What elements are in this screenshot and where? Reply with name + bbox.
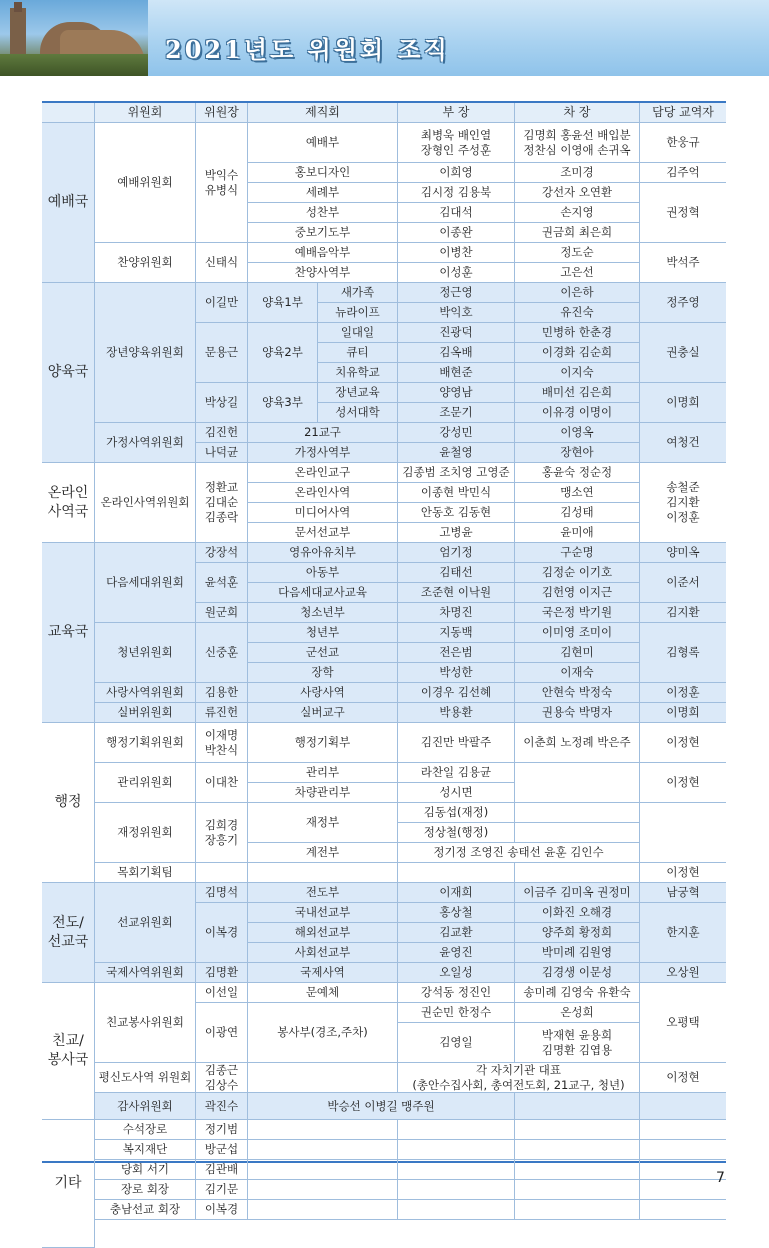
- table-cell: 일대일: [318, 323, 398, 343]
- table-cell: 이명희: [640, 703, 726, 723]
- department-cell: 예배국: [42, 123, 95, 283]
- department-cell: 행정: [42, 723, 95, 883]
- table-cell: 이정현: [640, 763, 726, 803]
- table-cell: 손지영: [515, 203, 640, 223]
- table-cell: 이미영 조미이: [515, 623, 640, 643]
- table-cell: 복지재단: [95, 1140, 196, 1160]
- table-cell: 강선자 오연환: [515, 183, 640, 203]
- table-cell: 이명희: [640, 383, 726, 423]
- table-cell: 나덕균: [196, 443, 248, 463]
- empty-cell: [640, 1180, 726, 1200]
- table-cell: 진광덕: [398, 323, 515, 343]
- page-number: 7: [716, 1170, 725, 1186]
- table-cell: 홍윤숙 정순정: [515, 463, 640, 483]
- table-cell: 장현아: [515, 443, 640, 463]
- table-cell: 라찬일 김용균: [398, 763, 515, 783]
- table-cell: 이희영: [398, 163, 515, 183]
- table-cell: 성찬부: [248, 203, 398, 223]
- table-cell: 권충실: [640, 323, 726, 383]
- table-cell: 김대석: [398, 203, 515, 223]
- table-cell: 온라인교구: [248, 463, 398, 483]
- empty-cell: [515, 763, 640, 803]
- table-cell: 이재명 박찬식: [196, 723, 248, 763]
- department-cell: 양육국: [42, 283, 95, 463]
- empty-cell: [515, 803, 640, 823]
- column-header: 위원장: [196, 103, 248, 123]
- table-cell: 양육1부: [248, 283, 318, 323]
- table-cell: 행정기획부: [248, 723, 398, 763]
- table-cell: 온라인사역위원회: [95, 463, 196, 543]
- table-cell: 장로 회장: [95, 1180, 196, 1200]
- table-cell: 박익수 유병식: [196, 123, 248, 243]
- table-cell: 김영일: [398, 1023, 515, 1063]
- table-cell: 김동섭(재정): [398, 803, 515, 823]
- table-cell: 남궁혁: [640, 883, 726, 903]
- table-cell: 이광연: [196, 1003, 248, 1063]
- empty-cell: [640, 803, 726, 863]
- table-cell: 군선교: [248, 643, 398, 663]
- table-cell: 온라인사역: [248, 483, 398, 503]
- empty-cell: [515, 1180, 640, 1200]
- table-cell: 사랑사역: [248, 683, 398, 703]
- table-cell: 최병욱 배인열 장형인 주성훈: [398, 123, 515, 163]
- table-cell: 강장석: [196, 543, 248, 563]
- empty-cell: [248, 1063, 398, 1093]
- table-cell: 성서대학: [318, 403, 398, 423]
- table-cell: 이성훈: [398, 263, 515, 283]
- table-cell: 청년위원회: [95, 623, 196, 683]
- table-cell: 김희경 장흥기: [196, 803, 248, 863]
- table-cell: 예배위원회: [95, 123, 196, 243]
- table-cell: 정도순: [515, 243, 640, 263]
- table-cell: 당회 서기: [95, 1160, 196, 1180]
- table-cell: 권정혁: [640, 183, 726, 243]
- table-cell: 박재현 윤용희 김명환 김엽용: [515, 1023, 640, 1063]
- table-cell: 예배음악부: [248, 243, 398, 263]
- table-cell: 21교구: [248, 423, 398, 443]
- table-cell: 박용환: [398, 703, 515, 723]
- table-cell: 김형록: [640, 623, 726, 683]
- table-cell: 양육2부: [248, 323, 318, 383]
- empty-cell: [248, 1200, 398, 1220]
- table-cell: 국제사역위원회: [95, 963, 196, 983]
- header-banner: [0, 0, 769, 76]
- table-cell: 양영남: [398, 383, 515, 403]
- table-cell: 권순민 한정수: [398, 1003, 515, 1023]
- table-cell: 강성민: [398, 423, 515, 443]
- table-cell: 박미례 김원영: [515, 943, 640, 963]
- empty-cell: [640, 1093, 726, 1120]
- table-cell: 충남선교 회장: [95, 1200, 196, 1220]
- table-cell: 신태식: [196, 243, 248, 283]
- column-header: 차 장: [515, 103, 640, 123]
- table-cell: 이정현: [640, 723, 726, 763]
- table-cell: 정환교 김대순 김종락: [196, 463, 248, 543]
- table-cell: 각 자치기관 대표 (총안수집사회, 총여전도회, 21교구, 청년): [398, 1063, 640, 1093]
- table-cell: 이종완: [398, 223, 515, 243]
- table-cell: 김진헌: [196, 423, 248, 443]
- committee-table: [42, 101, 726, 1216]
- table-cell: 이화진 오해경: [515, 903, 640, 923]
- table-cell: 실버교구: [248, 703, 398, 723]
- table-cell: 김주억: [640, 163, 726, 183]
- table-cell: 봉사부(경조,주차): [248, 1003, 398, 1063]
- church-building-photo: [0, 0, 148, 76]
- table-cell: 이경우 김선혜: [398, 683, 515, 703]
- table-cell: 이경화 김순희: [515, 343, 640, 363]
- empty-cell: [515, 1140, 640, 1160]
- table-cell: 정주영: [640, 283, 726, 323]
- column-header: 부 장: [398, 103, 515, 123]
- table-cell: 이길만: [196, 283, 248, 323]
- table-cell: 이선일: [196, 983, 248, 1003]
- empty-cell: [640, 1140, 726, 1160]
- table-cell: 장년양육위원회: [95, 283, 196, 423]
- table-cell: 이정현: [640, 1063, 726, 1093]
- department-cell: 기타: [42, 1120, 95, 1248]
- empty-cell: [640, 1200, 726, 1220]
- table-cell: 구순명: [515, 543, 640, 563]
- table-cell: 김성태: [515, 503, 640, 523]
- empty-cell: [515, 1093, 640, 1120]
- table-cell: 이정현: [640, 863, 726, 883]
- table-cell: 국은정 박기원: [515, 603, 640, 623]
- empty-cell: [248, 1120, 398, 1140]
- table-cell: 김종근 김상수: [196, 1063, 248, 1093]
- table-cell: 조문기: [398, 403, 515, 423]
- table-cell: 문서선교부: [248, 523, 398, 543]
- department-cell: 전도/ 선교국: [42, 883, 95, 983]
- table-cell: 예배부: [248, 123, 398, 163]
- table-cell: 청년부: [248, 623, 398, 643]
- empty-cell: [515, 1200, 640, 1220]
- empty-cell: [248, 1180, 398, 1200]
- table-cell: 안동호 김동현: [398, 503, 515, 523]
- department-cell: 온라인 사역국: [42, 463, 95, 543]
- table-cell: 김용한: [196, 683, 248, 703]
- table-cell: 맹소연: [515, 483, 640, 503]
- empty-cell: [515, 823, 640, 843]
- table-cell: 이지숙: [515, 363, 640, 383]
- table-cell: 윤미애: [515, 523, 640, 543]
- table-cell: 김관배: [196, 1160, 248, 1180]
- table-cell: 조미경: [515, 163, 640, 183]
- table-cell: 이대찬: [196, 763, 248, 803]
- table-cell: 윤석훈: [196, 563, 248, 603]
- table-cell: 김태선: [398, 563, 515, 583]
- table-cell: 이준서: [640, 563, 726, 603]
- table-cell: 이은하: [515, 283, 640, 303]
- table-cell: 성시면: [398, 783, 515, 803]
- table-cell: 국내선교부: [248, 903, 398, 923]
- table-cell: 김명석: [196, 883, 248, 903]
- table-cell: 관리부: [248, 763, 398, 783]
- table-cell: 이춘희 노정례 박은주: [515, 723, 640, 763]
- table-cell: 송미례 김영숙 유환숙: [515, 983, 640, 1003]
- table-cell: 평신도사역 위원회: [95, 1063, 196, 1093]
- table-cell: 차명진: [398, 603, 515, 623]
- table-cell: 다음세대위원회: [95, 543, 196, 623]
- table-cell: 계전부: [248, 843, 398, 863]
- table-cell: 정기정 조영진 송태선 윤훈 김인수: [398, 843, 640, 863]
- column-header: 위원회: [95, 103, 196, 123]
- table-cell: 윤철영: [398, 443, 515, 463]
- empty-cell: [248, 1140, 398, 1160]
- table-cell: 큐티: [318, 343, 398, 363]
- table-cell: 안현숙 박정숙: [515, 683, 640, 703]
- table-cell: 김명환: [196, 963, 248, 983]
- table-cell: 고병윤: [398, 523, 515, 543]
- table-cell: 친교봉사위원회: [95, 983, 196, 1063]
- empty-cell: [398, 1200, 515, 1220]
- table-cell: 정근영: [398, 283, 515, 303]
- empty-cell: [248, 1160, 398, 1180]
- table-cell: 박상길: [196, 383, 248, 423]
- table-cell: 한지훈: [640, 903, 726, 963]
- table-cell: 송철준 김지환 이정훈: [640, 463, 726, 543]
- empty-cell: [515, 863, 640, 883]
- table-cell: 권금희 최은희: [515, 223, 640, 243]
- table-cell: 윤영진: [398, 943, 515, 963]
- page-title: 2021년도 위원회 조직: [165, 35, 450, 64]
- table-cell: 김교환: [398, 923, 515, 943]
- empty-cell: [398, 1180, 515, 1200]
- table-cell: 조준현 이낙원: [398, 583, 515, 603]
- table-cell: 청소년부: [248, 603, 398, 623]
- table-cell: 김헌영 이지근: [515, 583, 640, 603]
- table-cell: 새가족: [318, 283, 398, 303]
- table-cell: 원군희: [196, 603, 248, 623]
- table-cell: 감사위원회: [95, 1093, 196, 1120]
- table-cell: 재정위원회: [95, 803, 196, 863]
- table-cell: 홍상철: [398, 903, 515, 923]
- table-cell: 전도부: [248, 883, 398, 903]
- table-cell: 박석주: [640, 243, 726, 283]
- table-cell: 목회기획팀: [95, 863, 196, 883]
- column-header: 제직회: [248, 103, 398, 123]
- empty-cell: [398, 1160, 515, 1180]
- table-cell: 찬양위원회: [95, 243, 196, 283]
- table-cell: 김옥배: [398, 343, 515, 363]
- table-cell: 이복경: [196, 1200, 248, 1220]
- table-cell: 해외선교부: [248, 923, 398, 943]
- table-cell: 수석장로: [95, 1120, 196, 1140]
- table-cell: 가정사역부: [248, 443, 398, 463]
- empty-cell: [515, 1120, 640, 1140]
- table-cell: 전은범: [398, 643, 515, 663]
- table-cell: 정기범: [196, 1120, 248, 1140]
- table-cell: 민병하 한춘경: [515, 323, 640, 343]
- empty-cell: [398, 1140, 515, 1160]
- table-cell: 이복경: [196, 903, 248, 963]
- table-cell: 다음세대교사교육: [248, 583, 398, 603]
- table-cell: 가정사역위원회: [95, 423, 196, 463]
- table-cell: 오일성: [398, 963, 515, 983]
- table-cell: 이재희: [398, 883, 515, 903]
- table-cell: 곽진수: [196, 1093, 248, 1120]
- table-cell: 박익호: [398, 303, 515, 323]
- table-cell: 권용숙 박명자: [515, 703, 640, 723]
- table-cell: 차량관리부: [248, 783, 398, 803]
- table-cell: 오평택: [640, 983, 726, 1063]
- table-cell: 김기문: [196, 1180, 248, 1200]
- table-cell: 김시정 김용북: [398, 183, 515, 203]
- table-cell: 선교위원회: [95, 883, 196, 963]
- table-cell: 영유아유치부: [248, 543, 398, 563]
- table-cell: 찬양사역부: [248, 263, 398, 283]
- table-cell: 양미옥: [640, 543, 726, 563]
- table-cell: 문예체: [248, 983, 398, 1003]
- table-cell: 세례부: [248, 183, 398, 203]
- department-cell: 교육국: [42, 543, 95, 723]
- table-cell: 양육3부: [248, 383, 318, 423]
- table-cell: 김지환: [640, 603, 726, 623]
- empty-cell: [398, 863, 515, 883]
- table-cell: 행정기획위원회: [95, 723, 196, 763]
- table-cell: 온성희: [515, 1003, 640, 1023]
- table-cell: 박승선 이병길 맹주원: [248, 1093, 515, 1120]
- table-cell: 장년교육: [318, 383, 398, 403]
- column-header: 담당 교역자: [640, 103, 726, 123]
- table-cell: 이영옥: [515, 423, 640, 443]
- department-cell: 친교/ 봉사국: [42, 983, 95, 1120]
- empty-cell: [640, 1120, 726, 1140]
- table-cell: 문용근: [196, 323, 248, 383]
- table-cell: 실버위원회: [95, 703, 196, 723]
- table-cell: 이정훈: [640, 683, 726, 703]
- table-cell: 이금주 김미옥 권정미: [515, 883, 640, 903]
- table-cell: 홍보디자인: [248, 163, 398, 183]
- table-cell: 정상철(행정): [398, 823, 515, 843]
- table-cell: 류진헌: [196, 703, 248, 723]
- table-cell: 재정부: [248, 803, 398, 843]
- table-cell: 배현준: [398, 363, 515, 383]
- table-cell: 한웅규: [640, 123, 726, 163]
- table-cell: 김현미: [515, 643, 640, 663]
- table-cell: 이종현 박민식: [398, 483, 515, 503]
- table-cell: 유진숙: [515, 303, 640, 323]
- table-cell: 치유학교: [318, 363, 398, 383]
- table-cell: 배미선 김은희: [515, 383, 640, 403]
- table-cell: 지동백: [398, 623, 515, 643]
- table-cell: 오상원: [640, 963, 726, 983]
- table-cell: 아동부: [248, 563, 398, 583]
- table-cell: 이병찬: [398, 243, 515, 263]
- table-cell: 엄기정: [398, 543, 515, 563]
- empty-cell: [640, 1160, 726, 1180]
- table-cell: 사랑사역위원회: [95, 683, 196, 703]
- table-cell: 김경생 이문성: [515, 963, 640, 983]
- table-cell: 이유경 이명이: [515, 403, 640, 423]
- table-cell: 강석동 정진인: [398, 983, 515, 1003]
- column-header: [42, 103, 95, 123]
- table-cell: 이재숙: [515, 663, 640, 683]
- table-cell: 고은선: [515, 263, 640, 283]
- table-cell: 미디어사역: [248, 503, 398, 523]
- table-cell: 국제사역: [248, 963, 398, 983]
- empty-cell: [515, 1160, 640, 1180]
- table-cell: 김명희 홍윤선 배입분 정찬심 이영애 손귀옥: [515, 123, 640, 163]
- table-cell: 장학: [248, 663, 398, 683]
- table-cell: 방군섭: [196, 1140, 248, 1160]
- table-cell: 박성한: [398, 663, 515, 683]
- empty-cell: [196, 863, 248, 883]
- empty-cell: [248, 863, 398, 883]
- table-cell: 중보기도부: [248, 223, 398, 243]
- table-cell: 관리위원회: [95, 763, 196, 803]
- table-cell: 여청건: [640, 423, 726, 463]
- empty-cell: [398, 1120, 515, 1140]
- table-cell: 양주희 황정희: [515, 923, 640, 943]
- table-cell: 뉴라이프: [318, 303, 398, 323]
- table-cell: 김종범 조치영 고영준: [398, 463, 515, 483]
- table-cell: 김진만 박팔주: [398, 723, 515, 763]
- table-cell: 사회선교부: [248, 943, 398, 963]
- table-cell: 신중훈: [196, 623, 248, 683]
- table-cell: 김정순 이기호: [515, 563, 640, 583]
